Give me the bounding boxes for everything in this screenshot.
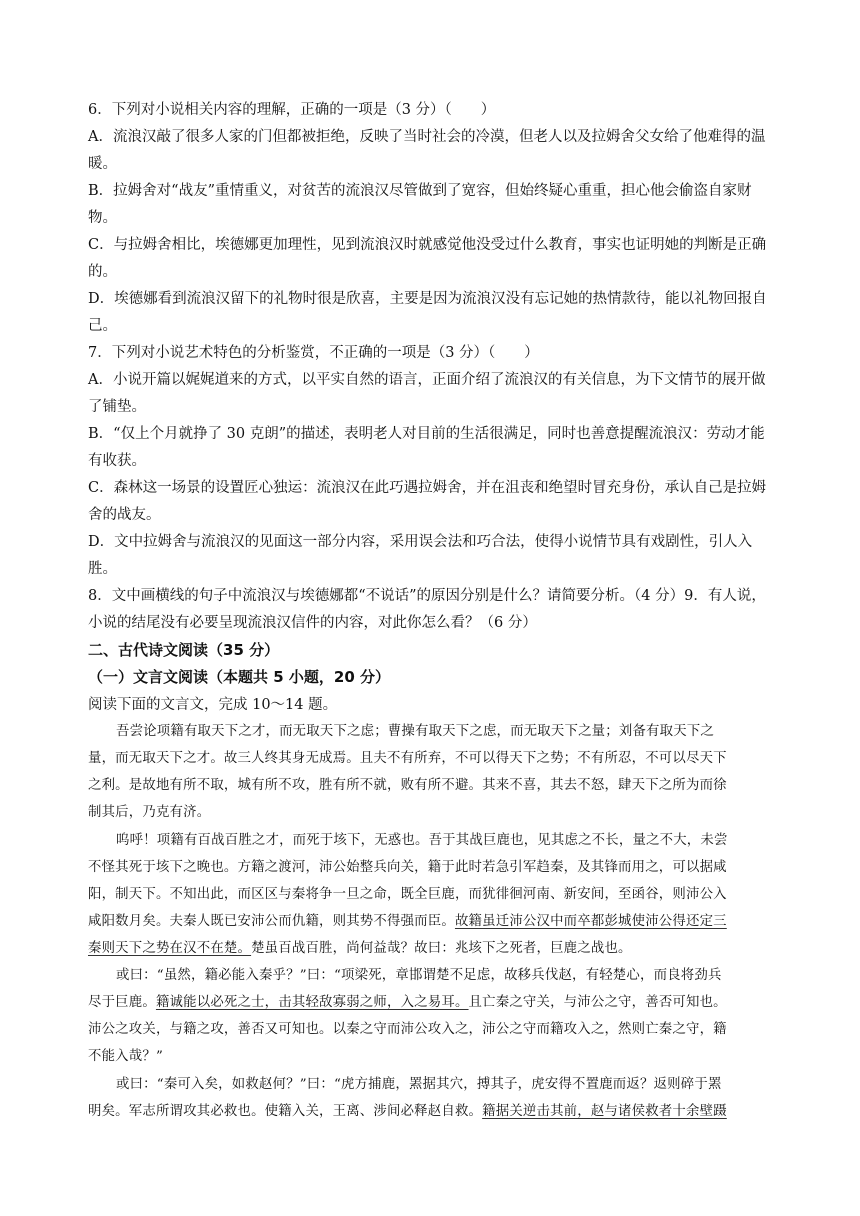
q7-option-c-line1: C．森林这一场景的设置匠心独运：流浪汉在此巧遇拉姆舍，并在沮丧和绝望时冒充身份，承认自己是拉姆	[88, 480, 767, 496]
q7-option-a-line2: 了铺垫。	[88, 399, 146, 415]
q7-option-b-line2: 有收获。	[88, 453, 146, 469]
q8-q9-line1: 8．文中画横线的句子中流浪汉与埃德娜都“不说话”的原因分别是什么？请简要分析。（4 分）9．有人说，	[88, 588, 766, 604]
passage-p2-line1: 呜呼！项籍有百战百胜之才，而死于垓下，无惑也。吾于其战巨鹿也，见其虑之不长，量之不大，未尝	[116, 833, 728, 848]
q6-option-c-line2: 的。	[88, 264, 117, 280]
q7-option-b-line1: B．“仅上个月就挣了 30 克朗”的描述，表明老人对目前的生活很满足，同时也善意提醒流浪汉：劳动才能	[88, 426, 765, 442]
passage-p2-line3: 阳，制天下。不知出此，而区区与秦将争一旦之命，既全巨鹿，而犹徘徊河南、新安间，至函谷，则沛公入	[88, 887, 727, 902]
q6-option-b-line1: B．拉姆舍对“战友”重情重义，对贫苦的流浪汉尽管做到了宽容，但始终疑心重重，担心他会偷盗自家财	[88, 183, 752, 199]
q7-option-c-line2: 舍的战友。	[88, 507, 161, 523]
underlined-sentence-3: 籍据关逆击其前，赵与诸侯救者十余壁蹑	[482, 1104, 727, 1119]
passage-p2-line5-text: 楚虽百战百胜，尚何益哉？故曰：兆垓下之死者，巨鹿之战也。	[251, 941, 632, 956]
passage-p4-line2	[88, 1100, 727, 1119]
passage-p3-line4: 不能入哉？”	[88, 1049, 163, 1064]
q8-q9-line2: 小说的结尾没有必要呈现流浪汉信件的内容，对此你怎么看？（6 分）	[88, 615, 537, 631]
q6-option-a-line1: A．流浪汉敲了很多人家的门但都被拒绝，反映了当时社会的冷漠，但老人以及拉姆舍父女给了他难得的温	[88, 129, 766, 145]
underlined-sentence-1b: 秦则天下之势在汉不在楚。	[88, 941, 252, 956]
underlined-sentence-2: 籍诚能以必死之士，击其轻敌寡弱之师，入之易耳。	[155, 995, 469, 1010]
passage-p2-line2: 不怪其死于垓下之晚也。方籍之渡河，沛公始整兵向关，籍于此时若急引军趋秦，及其锋而用之，可以据咸	[88, 860, 727, 875]
reading-instruction: 阅读下面的文言文，完成 10～14 题。	[88, 697, 338, 713]
passage-p1-line4: 制其后，乃克有济。	[88, 805, 211, 820]
passage-p3-line2	[88, 991, 727, 1010]
section-2-heading: 二、古代诗文阅读（35 分）	[88, 641, 280, 659]
q7-option-d-line2: 胜。	[88, 561, 117, 577]
passage-p3-line3: 沛公之攻关，与籍之攻，善否又可知也。以秦之守而沛公攻入之，沛公之守而籍攻入之，然则亡秦之守，籍	[88, 1022, 727, 1037]
q6-stem: 6．下列对小说相关内容的理解，正确的一项是（3 分）（ ）	[88, 102, 496, 118]
passage-p2-line4	[88, 910, 727, 929]
q6-option-d-line2: 己。	[88, 318, 117, 334]
passage-p1-line2: 量，而无取天下之才。故三人终其身无成焉。且夫不有所弃，不可以得天下之势；不有所忍，不可以尽天下	[88, 751, 727, 766]
passage-p1-line1: 吾尝论项籍有取天下之才，而无取天下之虑；曹操有取天下之虑，而无取天下之量；刘备有取天下之	[116, 724, 714, 739]
passage-p3-line2-start: 尽于巨鹿。	[88, 995, 156, 1010]
passage-p4-line1: 或曰：“秦可入矣，如救赵何？”曰：“虎方捕鹿，罴据其穴，搏其子，虎安得不置鹿而返？返则碎于罴	[116, 1077, 722, 1092]
passage-p2-line5	[88, 937, 632, 956]
q7-option-d-line1: D．文中拉姆舍与流浪汉的见面这一部分内容，采用误会法和巧合法，使得小说情节具有戏剧性，引人入	[88, 534, 753, 550]
section-2-1-heading: （一）文言文阅读（本题共 5 小题，20 分）	[88, 668, 390, 686]
passage-p2-line4-text: 咸阳数月矣。夫秦人既已安沛公而仇籍，则其势不得强而臣。	[88, 914, 455, 929]
q6-option-a-line2: 暖。	[88, 156, 117, 172]
passage-p3-line1: 或曰：“虽然，籍必能入秦乎？”曰：“项梁死，章邯谓楚不足虑，故移兵伐赵，有轻楚心，而良将劲兵	[116, 968, 722, 983]
q6-option-c-line1: C．与拉姆舍相比，埃德娜更加理性，见到流浪汉时就感觉他没受过什么教育，事实也证明她的判断是正确	[88, 237, 767, 253]
underlined-sentence-1a: 故籍虽迁沛公汉中而卒都彭城使沛公得还定三	[454, 914, 727, 929]
q7-option-a-line1: A．小说开篇以娓娓道来的方式，以平实自然的语言，正面介绍了流浪汉的有关信息，为下文情节的展开做	[88, 372, 766, 388]
q6-option-b-line2: 物。	[88, 210, 117, 226]
passage-p3-line2-end: 且亡秦之守关，与沛公之守，善否可知也。	[468, 995, 727, 1010]
q7-stem: 7．下列对小说艺术特色的分析鉴赏，不正确的一项是（3 分）（ ）	[88, 345, 539, 361]
q6-option-d-line1: D．埃德娜看到流浪汉留下的礼物时很是欣喜，主要是因为流浪汉没有忘记她的热情款待，能以礼物回报自	[88, 291, 767, 307]
passage-p1-line3: 之利。是故地有所不取，城有所不攻，胜有所不就，败有所不避。其来不喜，其去不怒，肆天下之所为而徐	[88, 778, 727, 793]
passage-p4-line2-text: 明矣。军志所谓攻其必救也。使籍入关，王离、涉间必释赵自救。	[88, 1104, 483, 1119]
